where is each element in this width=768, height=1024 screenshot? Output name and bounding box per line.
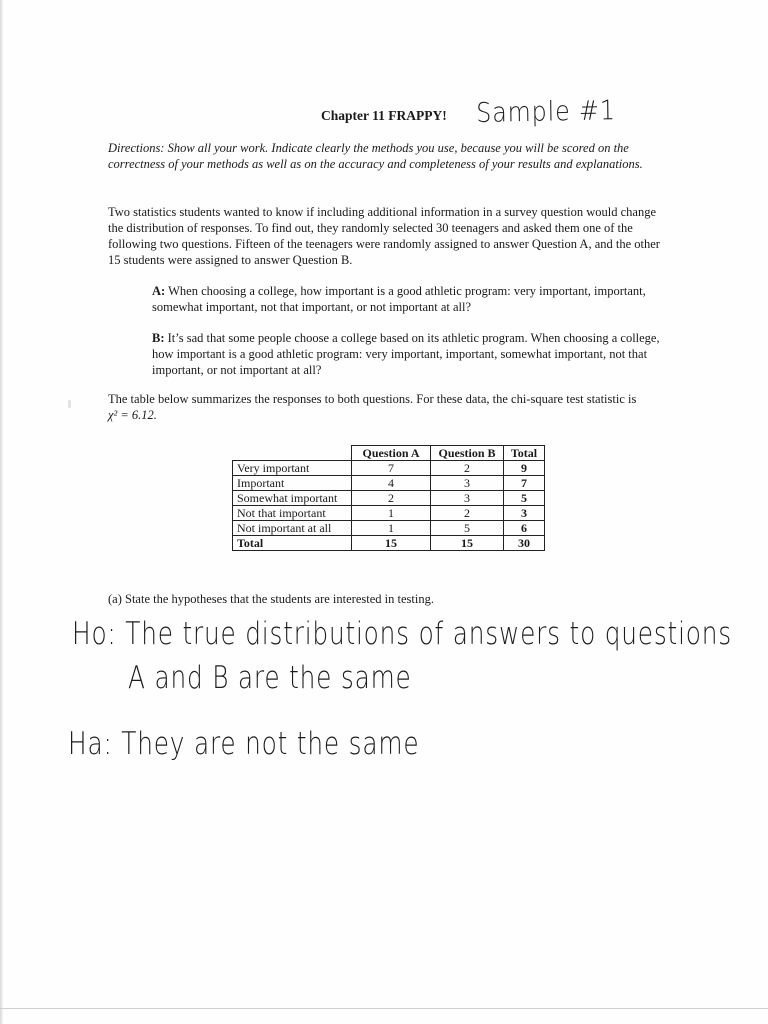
handwritten-null-hypothesis-line1: Ho: The true distributions of answers to questions	[72, 616, 732, 652]
table-header-question-a: Question A	[352, 446, 431, 461]
cell-question-b: 2	[431, 461, 504, 476]
handwritten-sample-tag: Sample #1	[476, 95, 617, 129]
row-label: Important	[233, 476, 352, 491]
row-label: Very important	[233, 461, 352, 476]
table-row	[233, 506, 545, 521]
table-total-row	[233, 536, 545, 551]
table-intro-paragraph	[108, 391, 673, 423]
question-b-block	[152, 330, 662, 378]
part-a-prompt: (a) State the hypotheses that the students are interested in testing.	[108, 592, 434, 606]
question-b-lead: B:	[152, 331, 165, 345]
page-edge	[0, 0, 3, 1024]
table-header-question-b: Question B	[431, 446, 504, 461]
total-question-b: 15	[431, 536, 504, 551]
question-a-block	[152, 283, 652, 315]
handwritten-alternative-hypothesis: Ha: They are not the same	[68, 726, 420, 762]
cell-total: 9	[504, 461, 545, 476]
cell-question-b: 3	[431, 491, 504, 506]
responses-table	[232, 445, 545, 551]
page-title: Chapter 11 FRAPPY!	[321, 108, 447, 123]
cell-question-b: 2	[431, 506, 504, 521]
table-intro-text: The table below summarizes the responses to both questions. For these data, the chi-square test statistic is	[108, 392, 637, 406]
row-label: Not that important	[233, 506, 352, 521]
table-header-total: Total	[504, 446, 545, 461]
question-a-text: When choosing a college, how important is a good athletic program: very important, important, somewhat important, not that important, or not important at all?	[152, 284, 646, 314]
question-a-lead: A:	[152, 284, 166, 298]
row-label: Not important at all	[233, 521, 352, 536]
total-question-a: 15	[352, 536, 431, 551]
intro-paragraph: Two statistics students wanted to know if including additional information in a survey question would change the distribution of responses. To find out, they randomly selected 30 teenagers and asked them one of the following two questions. Fifteen of the teenagers were randomly assigned to answer Question A, and the other 15 students were assigned to answer Question B.	[108, 205, 660, 267]
row-label: Somewhat important	[233, 491, 352, 506]
cell-total: 6	[504, 521, 545, 536]
cell-total: 5	[504, 491, 545, 506]
cell-question-a: 1	[352, 506, 431, 521]
cell-question-a: 7	[352, 461, 431, 476]
cell-question-b: 3	[431, 476, 504, 491]
page-bottom-edge	[0, 1008, 768, 1009]
cell-question-b: 5	[431, 521, 504, 536]
table-row	[233, 476, 545, 491]
table-header-blank	[233, 446, 352, 461]
directions-text: Directions: Show all your work. Indicate clearly the methods you use, because you will be scored on the correctness of your methods as well as on the accuracy and completeness of your results and explanations.	[108, 141, 643, 171]
table-row	[233, 521, 545, 536]
cell-total: 7	[504, 476, 545, 491]
table-header-row	[233, 446, 545, 461]
grand-total: 30	[504, 536, 545, 551]
cell-total: 3	[504, 506, 545, 521]
table-row	[233, 461, 545, 476]
scan-speck	[68, 400, 71, 408]
cell-question-a: 1	[352, 521, 431, 536]
cell-question-a: 2	[352, 491, 431, 506]
chi-square-statistic: χ² = 6.12.	[108, 408, 157, 422]
cell-question-a: 4	[352, 476, 431, 491]
handwritten-null-hypothesis-line2: A and B are the same	[128, 660, 412, 696]
total-row-label: Total	[233, 536, 352, 551]
table-row	[233, 491, 545, 506]
question-b-text: It’s sad that some people choose a college based on its athletic program. When choosing a college, how important is a good athletic program: very important, important, somewhat important, not that important, or not important at all?	[152, 331, 660, 377]
